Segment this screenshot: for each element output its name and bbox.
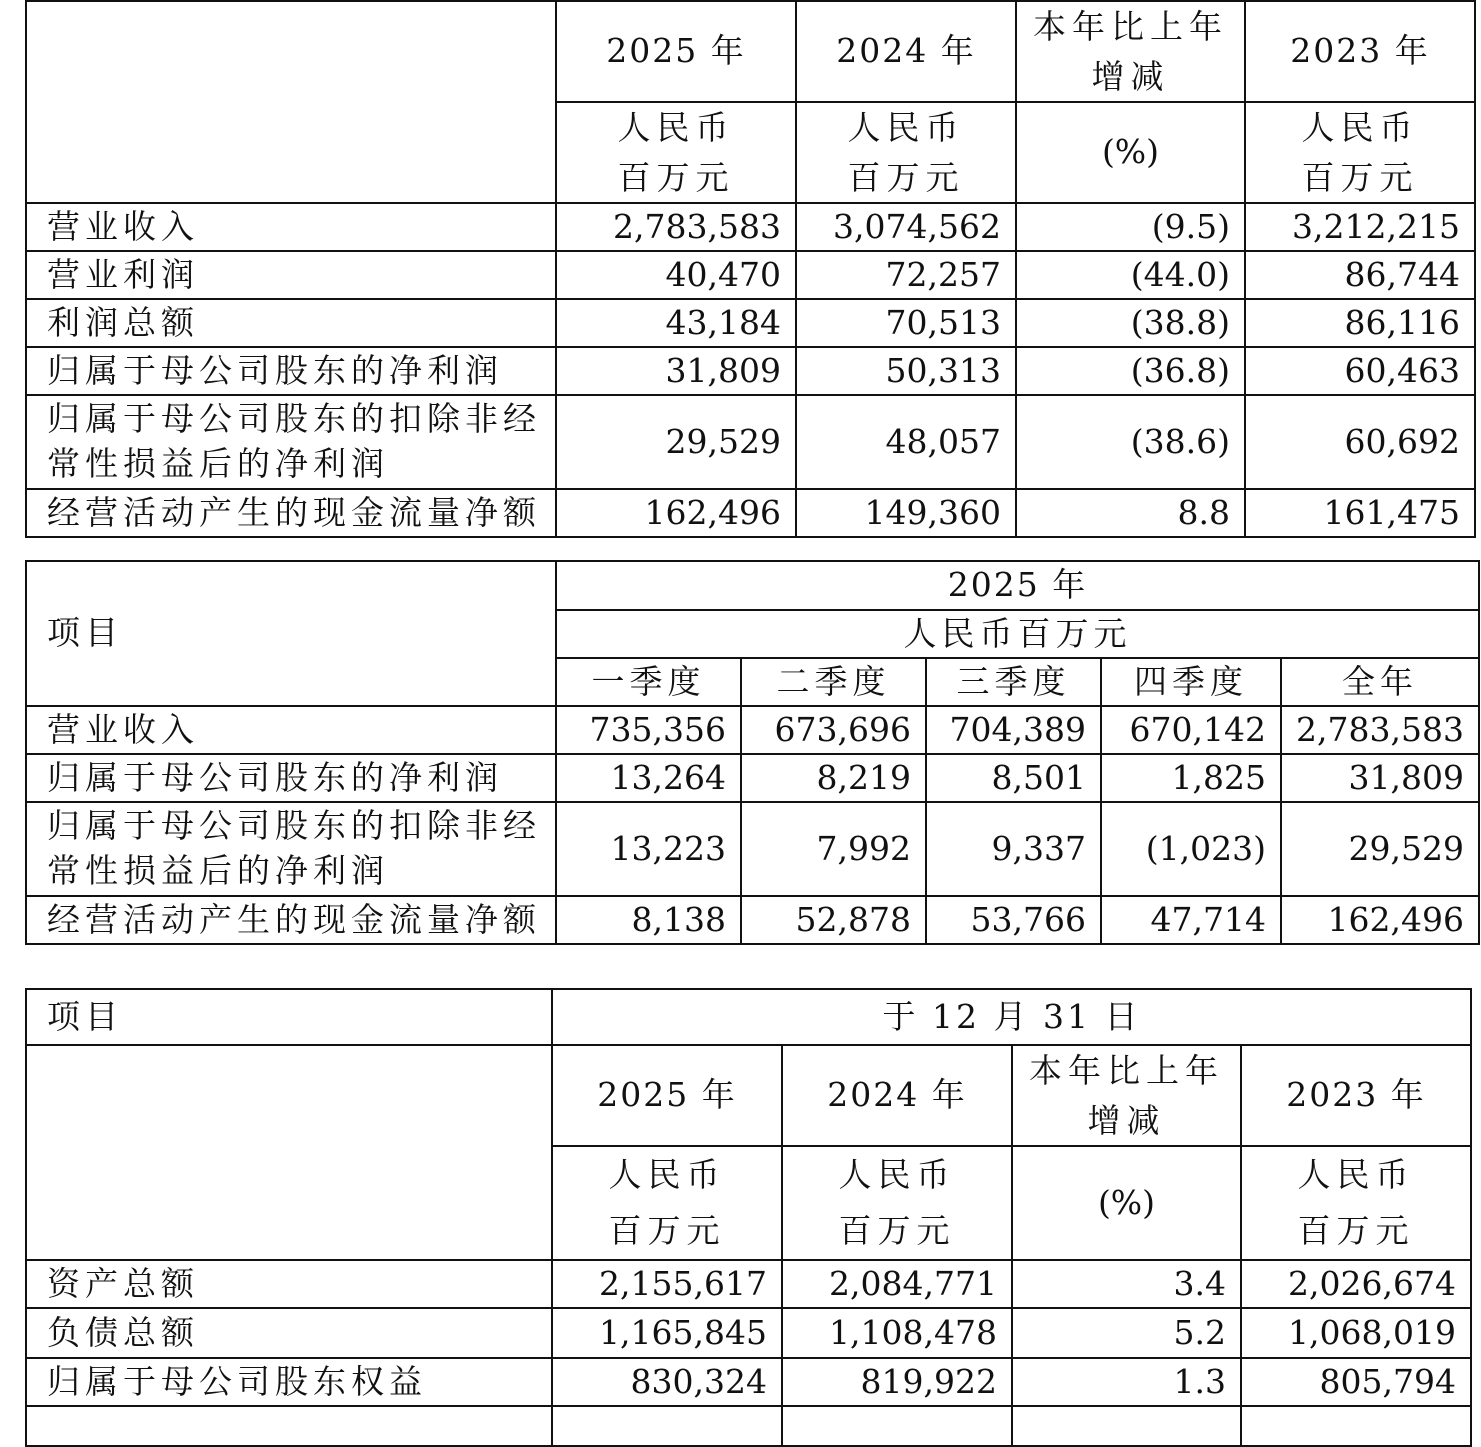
- unit-line1: 人民币: [617, 108, 735, 147]
- cutoff-cell: [552, 1406, 782, 1446]
- table-header-row: [26, 561, 1479, 610]
- table-row: [26, 203, 1475, 251]
- unit-2024: [782, 1146, 1012, 1260]
- unit-line1: 人民币: [608, 1155, 726, 1194]
- table-row: [26, 251, 1475, 299]
- cell-full: 29,529: [1281, 802, 1479, 896]
- cell-q2: 7,992: [741, 802, 926, 896]
- header-q1: 一季度: [556, 658, 741, 706]
- table-row-cutoff: [26, 1406, 1471, 1446]
- unit-line1: 人民币: [1301, 108, 1419, 147]
- cell-change: 3.4: [1012, 1260, 1241, 1308]
- header-year-2025: 2025 年: [552, 1045, 782, 1146]
- cell-q1: 8,138: [556, 896, 741, 944]
- unit-pct: (%): [1016, 102, 1245, 203]
- header-change-line2: 增减: [1091, 56, 1170, 96]
- cell-2025: 40,470: [556, 251, 796, 299]
- table-row: [26, 1358, 1471, 1406]
- balance-sheet-table: [25, 988, 1472, 1447]
- cell-q4: 670,142: [1101, 706, 1281, 754]
- header-year-2023: 2023 年: [1241, 1045, 1471, 1146]
- table-header-row: [26, 1045, 1471, 1146]
- row-label: 资产总额: [26, 1260, 552, 1308]
- cell-q3: 9,337: [926, 802, 1101, 896]
- unit-pct: (%): [1012, 1146, 1241, 1260]
- row-label: [26, 802, 556, 896]
- header-year-2024: 2024 年: [782, 1045, 1012, 1146]
- table-row: [26, 1308, 1471, 1358]
- cell-q3: 704,389: [926, 706, 1101, 754]
- header-q4: 四季度: [1101, 658, 1281, 706]
- cell-q2: 673,696: [741, 706, 926, 754]
- cell-2025: 2,155,617: [552, 1260, 782, 1308]
- row-label: 营业收入: [26, 203, 556, 251]
- cell-full: 2,783,583: [1281, 706, 1479, 754]
- cell-2023: 2,026,674: [1241, 1260, 1471, 1308]
- header-blank-cell: [26, 1045, 552, 1260]
- annual-results-table: [25, 0, 1476, 538]
- cell-full: 162,496: [1281, 896, 1479, 944]
- cell-2025: 830,324: [552, 1358, 782, 1406]
- cell-full: 31,809: [1281, 754, 1479, 802]
- cell-2025: 43,184: [556, 299, 796, 347]
- header-q2: 二季度: [741, 658, 926, 706]
- table-row: [26, 754, 1479, 802]
- unit-2025: [552, 1146, 782, 1260]
- row-label: 营业利润: [26, 251, 556, 299]
- header-unit: 人民币百万元: [556, 610, 1479, 658]
- unit-line2: 百万元: [1297, 1211, 1415, 1251]
- header-year-2025: 2025 年: [556, 1, 796, 102]
- cell-q1: 13,223: [556, 802, 741, 896]
- cell-2023: 86,116: [1245, 299, 1475, 347]
- cell-change: 8.8: [1016, 489, 1245, 537]
- cell-2025: 1,165,845: [552, 1308, 782, 1358]
- cell-2024: 48,057: [796, 395, 1016, 489]
- cell-2025: 162,496: [556, 489, 796, 537]
- cell-q3: 8,501: [926, 754, 1101, 802]
- header-q3: 三季度: [926, 658, 1101, 706]
- unit-2023: [1245, 102, 1475, 203]
- header-change-line1: 本年比上年: [1033, 7, 1228, 46]
- header-year: 2025 年: [556, 561, 1479, 610]
- header-full-year: 全年: [1281, 658, 1479, 706]
- header-item: 项目: [26, 561, 556, 706]
- cell-2023: 60,692: [1245, 395, 1475, 489]
- cell-q4: (1,023): [1101, 802, 1281, 896]
- cell-2024: 70,513: [796, 299, 1016, 347]
- table-row: [26, 706, 1479, 754]
- cell-q4: 47,714: [1101, 896, 1281, 944]
- cell-q1: 13,264: [556, 754, 741, 802]
- header-year-2023: 2023 年: [1245, 1, 1475, 102]
- table-header-row: [26, 1, 1475, 102]
- cell-2024: 1,108,478: [782, 1308, 1012, 1358]
- table-row: [26, 299, 1475, 347]
- unit-line1: 人民币: [1297, 1155, 1415, 1194]
- unit-2023: [1241, 1146, 1471, 1260]
- cutoff-cell: [782, 1406, 1012, 1446]
- table-row: [26, 1260, 1471, 1308]
- cell-2024: 819,922: [782, 1358, 1012, 1406]
- table-row: [26, 896, 1479, 944]
- cell-2024: 149,360: [796, 489, 1016, 537]
- quarterly-results-table: [25, 560, 1480, 945]
- row-label: [26, 395, 556, 489]
- unit-line1: 人民币: [838, 1155, 956, 1194]
- table-row: [26, 489, 1475, 537]
- header-year-2024: 2024 年: [796, 1, 1016, 102]
- cell-q3: 53,766: [926, 896, 1101, 944]
- unit-line2: 百万元: [847, 157, 965, 197]
- cell-2023: 161,475: [1245, 489, 1475, 537]
- header-change: [1016, 1, 1245, 102]
- unit-line2: 百万元: [1301, 157, 1419, 197]
- header-blank-cell: [26, 1, 556, 203]
- table-header-row: [26, 989, 1471, 1045]
- cell-2025: 2,783,583: [556, 203, 796, 251]
- cell-q2: 8,219: [741, 754, 926, 802]
- unit-line2: 百万元: [617, 157, 735, 197]
- cell-2024: 72,257: [796, 251, 1016, 299]
- table-row: [26, 395, 1475, 489]
- row-label-line2: 常性损益后的净利润: [47, 444, 389, 483]
- row-label-line2: 常性损益后的净利润: [47, 851, 389, 890]
- cell-q1: 735,356: [556, 706, 741, 754]
- cell-change: (44.0): [1016, 251, 1245, 299]
- row-label: 归属于母公司股东的净利润: [26, 347, 556, 395]
- table-row: [26, 802, 1479, 896]
- header-change-line2: 增减: [1087, 1100, 1166, 1140]
- unit-line1: 人民币: [847, 108, 965, 147]
- unit-2025: [556, 102, 796, 203]
- row-label: 归属于母公司股东权益: [26, 1358, 552, 1406]
- header-date: 于 12 月 31 日: [552, 989, 1471, 1045]
- row-label: 负债总额: [26, 1308, 552, 1358]
- cell-2025: 29,529: [556, 395, 796, 489]
- unit-line2: 百万元: [608, 1211, 726, 1251]
- header-change-line1: 本年比上年: [1029, 1051, 1224, 1090]
- row-label-line1: 归属于母公司股东的扣除非经: [47, 399, 541, 439]
- cutoff-cell: [26, 1406, 552, 1446]
- cell-2023: 1,068,019: [1241, 1308, 1471, 1358]
- cell-2025: 31,809: [556, 347, 796, 395]
- unit-line2: 百万元: [838, 1211, 956, 1251]
- table-row: [26, 347, 1475, 395]
- header-change: [1012, 1045, 1241, 1146]
- cell-change: (38.8): [1016, 299, 1245, 347]
- row-label: 归属于母公司股东的净利润: [26, 754, 556, 802]
- cell-q4: 1,825: [1101, 754, 1281, 802]
- unit-2024: [796, 102, 1016, 203]
- row-label-line1: 归属于母公司股东的扣除非经: [47, 806, 541, 846]
- cutoff-cell: [1012, 1406, 1241, 1446]
- row-label: 利润总额: [26, 299, 556, 347]
- cell-change: (36.8): [1016, 347, 1245, 395]
- cell-change: 5.2: [1012, 1308, 1241, 1358]
- cutoff-cell: [1241, 1406, 1471, 1446]
- cell-change: (38.6): [1016, 395, 1245, 489]
- cell-change: 1.3: [1012, 1358, 1241, 1406]
- row-label: 营业收入: [26, 706, 556, 754]
- cell-2023: 86,744: [1245, 251, 1475, 299]
- cell-2024: 3,074,562: [796, 203, 1016, 251]
- cell-change: (9.5): [1016, 203, 1245, 251]
- row-label: 经营活动产生的现金流量净额: [26, 896, 556, 944]
- row-label: 经营活动产生的现金流量净额: [26, 489, 556, 537]
- cell-2023: 60,463: [1245, 347, 1475, 395]
- cell-2023: 3,212,215: [1245, 203, 1475, 251]
- cell-2024: 2,084,771: [782, 1260, 1012, 1308]
- cell-2024: 50,313: [796, 347, 1016, 395]
- cell-q2: 52,878: [741, 896, 926, 944]
- cell-2023: 805,794: [1241, 1358, 1471, 1406]
- header-item: 项目: [26, 989, 552, 1045]
